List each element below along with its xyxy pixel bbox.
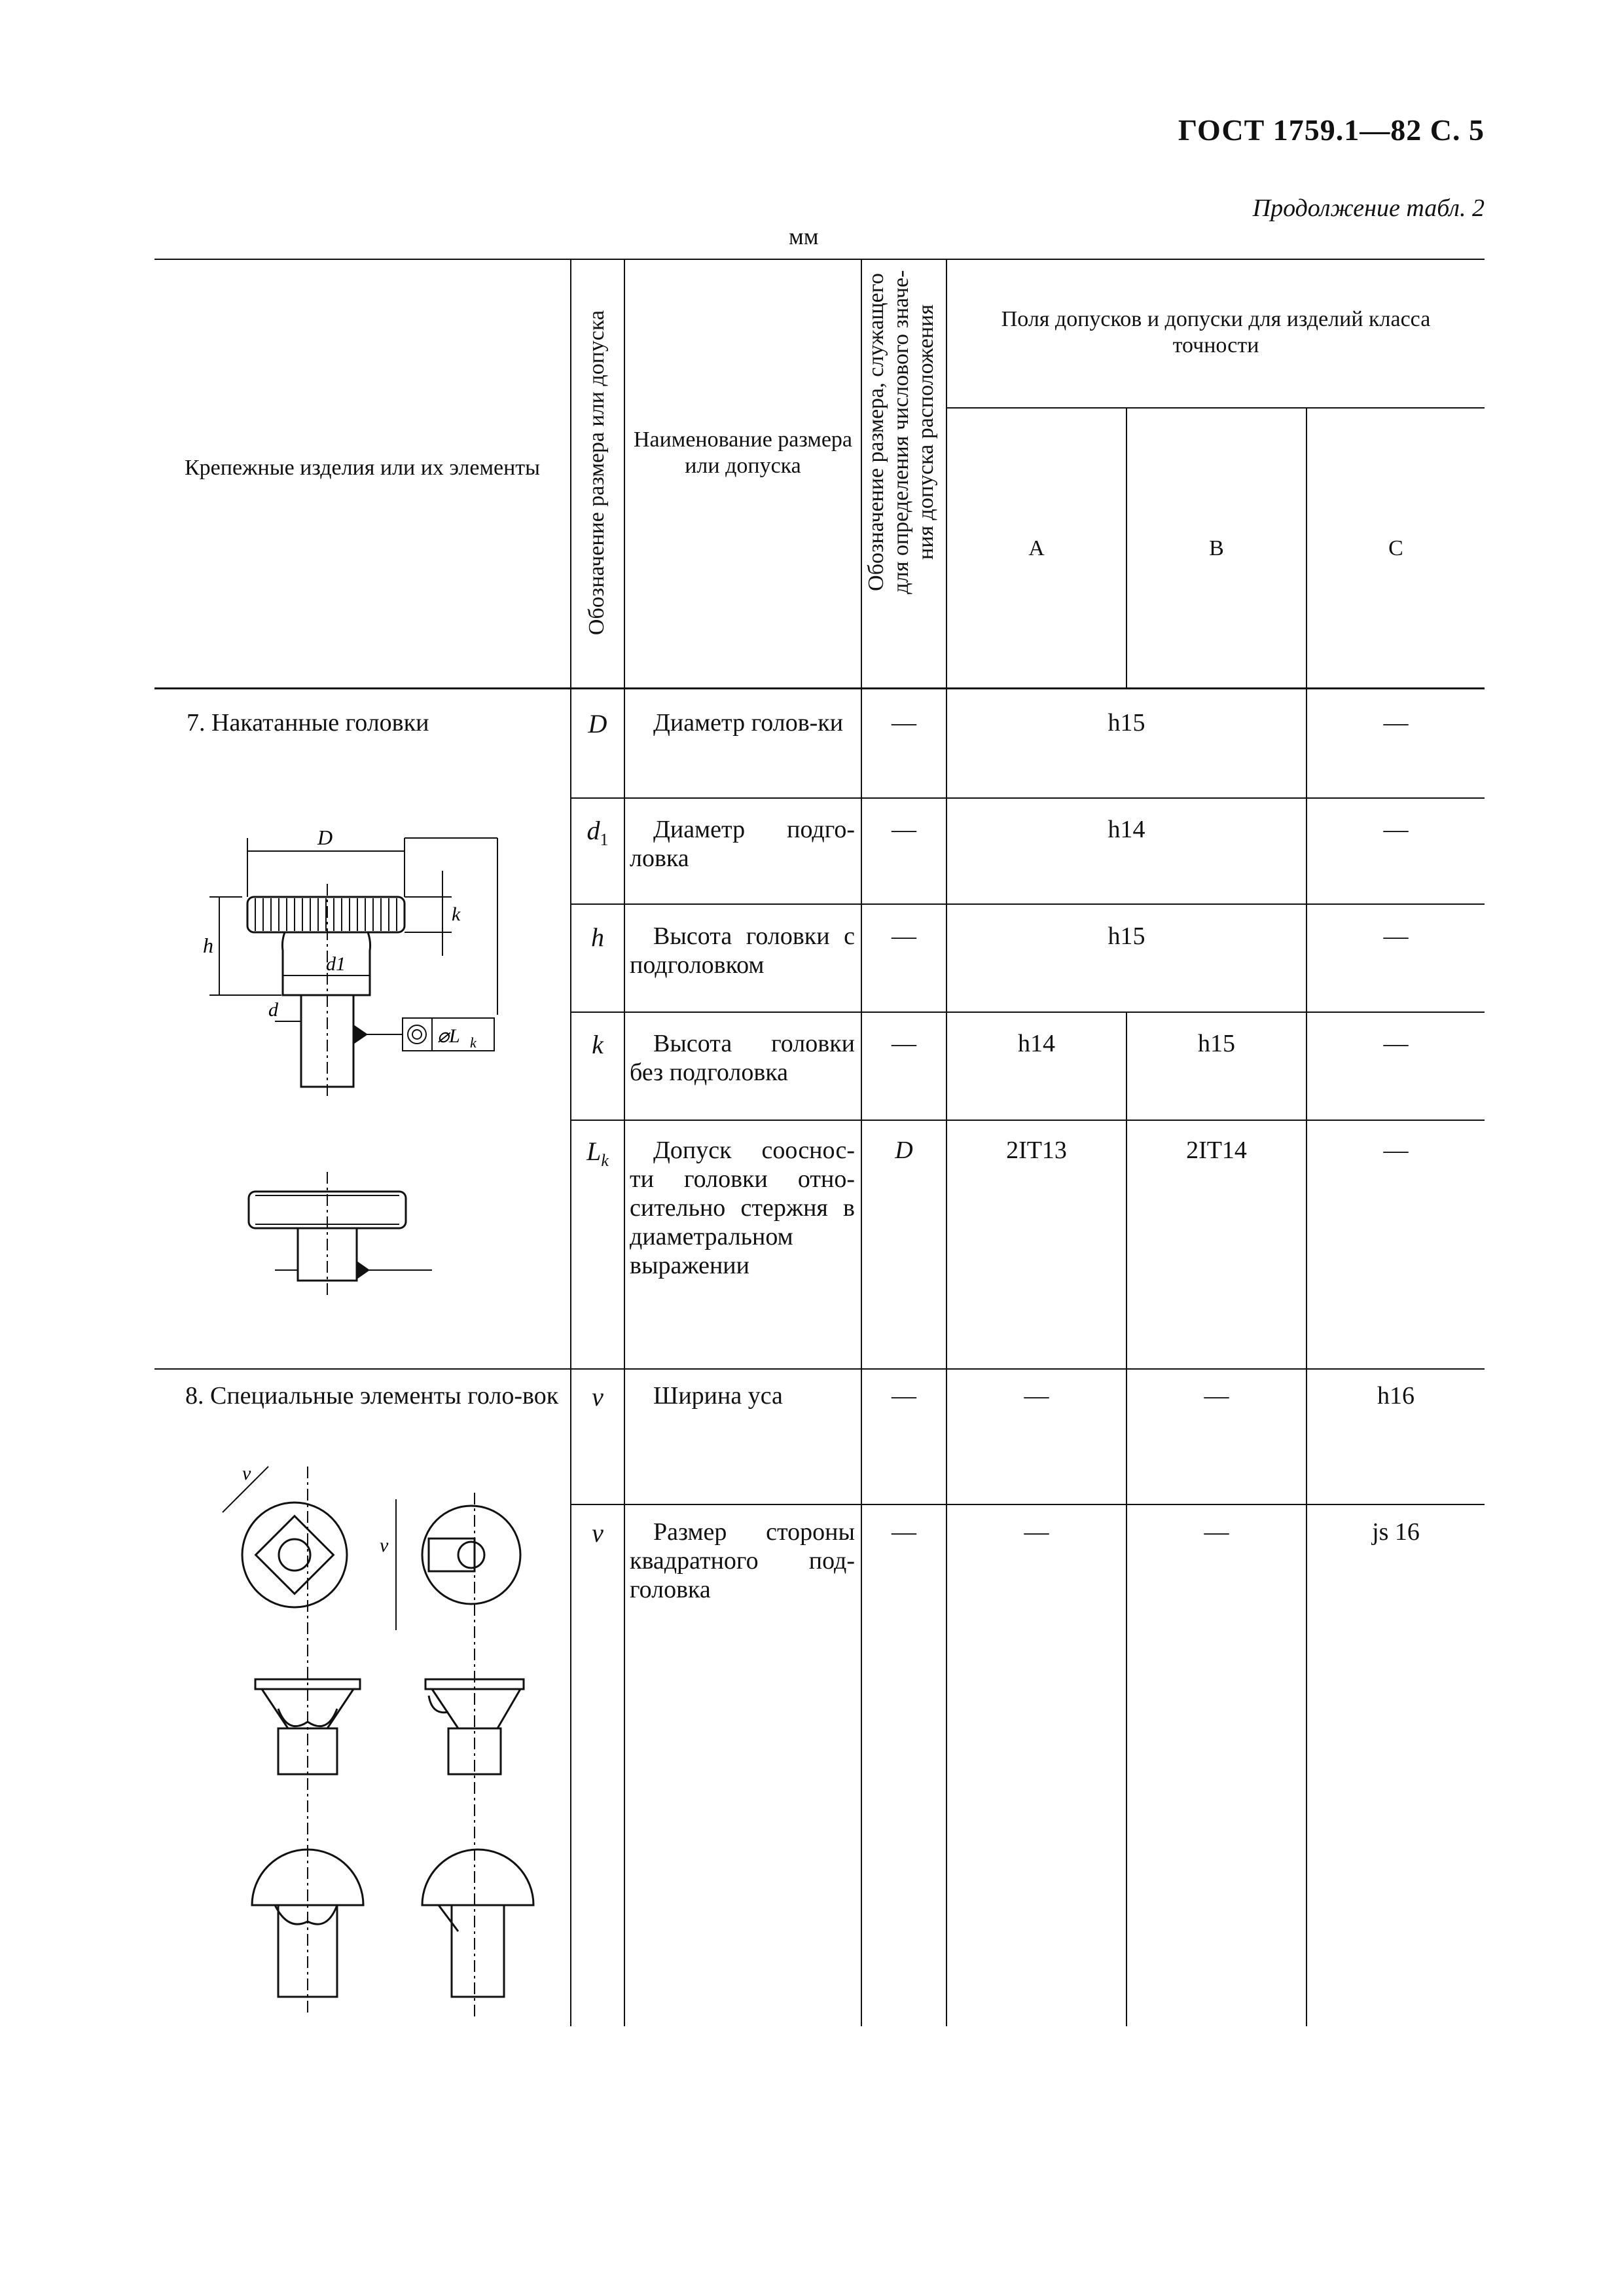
column-header-items: Крепежные изделия или их элементы	[185, 456, 540, 480]
row-symbol	[571, 1381, 624, 1412]
row-ref: —	[892, 922, 916, 950]
row-name-underhead-diameter	[630, 815, 855, 873]
row-name-text: Высота головки с подголовком	[630, 922, 855, 979]
dim-label-h: h	[203, 934, 213, 957]
row-tolerance-b: 2IT14	[1186, 1137, 1247, 1164]
row-name-head-height-without-underhead	[630, 1029, 855, 1087]
row-ref: D	[895, 1137, 913, 1164]
row-name-text: Размер стороны квадратного под-головка	[630, 1518, 855, 1603]
group-title-text: 8. Специальные элементы голо-вок	[185, 1382, 559, 1410]
row-name-text: Ширина уса	[653, 1382, 783, 1410]
position-ref-line-2: для определения числового значе-	[889, 270, 913, 594]
row-tolerance-ab: h15	[1108, 922, 1145, 950]
column-header-class-b: В	[1209, 536, 1224, 560]
row-symbol	[571, 1136, 624, 1171]
row-tolerance-c: —	[1383, 922, 1409, 950]
row-tolerance-b: h15	[1198, 1030, 1235, 1057]
row-tolerance-a: 2IT13	[1006, 1137, 1067, 1164]
column-header-class-c: С	[1388, 536, 1403, 560]
symbol-subscript: 1	[600, 830, 609, 849]
row-name-nib-width	[630, 1381, 855, 1410]
symbol-h: h	[591, 922, 604, 952]
knurled-head-side-drawing	[236, 1172, 445, 1303]
row-tolerance-c: —	[1383, 1137, 1409, 1164]
row-tolerance-c: —	[1383, 1030, 1409, 1057]
column-header-name-text: Наименование размера или допуска	[633, 428, 853, 478]
symbol-d: d	[586, 816, 600, 845]
group-title-knurled-heads: 7. Накатанные головки	[187, 709, 429, 737]
row-tolerance-a: —	[1024, 1382, 1049, 1410]
knurled-head-dimension-drawing	[183, 799, 511, 1113]
row-name-coaxiality-tolerance	[630, 1136, 855, 1280]
symbol-v: v	[592, 1518, 604, 1548]
row-symbol	[571, 815, 624, 850]
dim-label-d: d	[268, 999, 278, 1021]
row-ref: —	[892, 1030, 916, 1057]
row-name-text: Диаметр подго-ловка	[630, 816, 855, 872]
row-ref: —	[892, 816, 916, 843]
row-name-head-height-with-underhead	[630, 922, 855, 979]
row-tolerance-ab: h14	[1108, 816, 1145, 843]
dim-label-D: D	[317, 826, 333, 849]
tolerance-frame-subscript: k	[470, 1034, 477, 1051]
row-name-head-diameter	[630, 708, 855, 737]
row-ref: —	[892, 709, 916, 737]
row-symbol	[571, 1518, 624, 1548]
row-name-text: Высота головки без подголовка	[630, 1030, 855, 1086]
row-tolerance-c: h16	[1377, 1382, 1415, 1410]
units-label: мм	[789, 223, 819, 249]
row-ref: —	[892, 1382, 916, 1410]
special-head-elements-drawing	[196, 1453, 563, 2016]
row-tolerance-c: —	[1383, 816, 1409, 843]
symbol-subscript: k	[601, 1151, 609, 1170]
symbol-L: L	[586, 1137, 602, 1166]
row-symbol	[571, 1029, 624, 1060]
dim-label-v-1: v	[242, 1463, 251, 1484]
row-tolerance-c: js 16	[1372, 1518, 1420, 1546]
row-name-square-underhead-side	[630, 1518, 855, 1604]
position-ref-line-3: ния допуска расположения	[914, 304, 938, 560]
row-name-text: Допуск сооснос-ти головки отно-сительно стержня в диаметральном выражении	[630, 1137, 855, 1279]
row-name-text: Диаметр голов-ки	[653, 709, 844, 737]
symbol-D: D	[588, 709, 607, 738]
row-symbol	[571, 922, 624, 953]
symbol-k: k	[592, 1030, 604, 1059]
dim-label-d1: d1	[326, 953, 346, 975]
column-header-class-a: А	[1028, 536, 1045, 560]
column-header-designation: Обозначение размера или допуска	[585, 310, 609, 636]
tolerance-frame-label: ⌀L	[437, 1025, 460, 1047]
row-tolerance-ab: h15	[1108, 709, 1145, 737]
row-tolerance-a: h14	[1018, 1030, 1055, 1057]
row-tolerance-c: —	[1383, 709, 1409, 737]
position-ref-line-1: Обозначение размера, служащего	[864, 273, 888, 591]
dim-label-v-2: v	[380, 1535, 389, 1556]
row-tolerance-b: —	[1204, 1518, 1229, 1546]
row-tolerance-b: —	[1204, 1382, 1229, 1410]
table-continuation-note: Продолжение табл. 2	[1252, 194, 1485, 222]
row-ref: —	[892, 1518, 916, 1546]
dim-label-k: k	[452, 903, 461, 925]
column-header-fields: Поля допусков и допуски для изделий класса точности	[1001, 307, 1431, 357]
symbol-v: v	[592, 1382, 604, 1412]
row-symbol	[571, 708, 624, 739]
row-tolerance-a: —	[1024, 1518, 1049, 1546]
page-title: ГОСТ 1759.1—82 С. 5	[1178, 113, 1485, 147]
group-title-special-head-elements	[160, 1381, 563, 1410]
